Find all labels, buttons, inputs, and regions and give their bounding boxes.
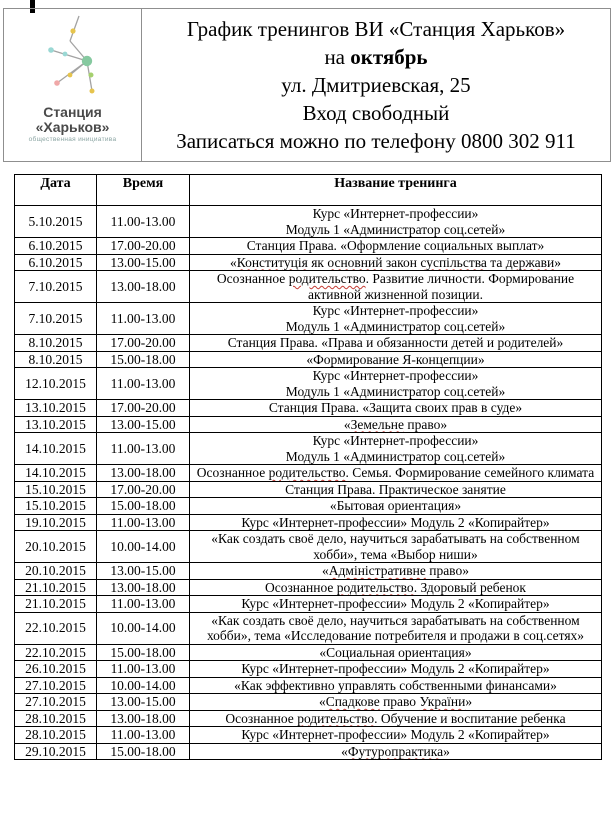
time-cell: 11.00-13.00 <box>97 596 190 613</box>
date-cell: 5.10.2015 <box>15 206 97 238</box>
date-cell: 28.10.2015 <box>15 710 97 727</box>
misspelled-word: родительство <box>268 465 346 480</box>
table-row <box>15 661 602 678</box>
time-cell: 10.00-14.00 <box>97 612 190 644</box>
training-name-cell: Курс «Интернет-профессии» Модуль 1 «Администратор соц.сетей» <box>190 206 602 238</box>
table-row <box>15 710 602 727</box>
table-row <box>15 206 602 238</box>
training-name-cell: Курс «Интернет-профессии» Модуль 2 «Копирайтер» <box>190 514 602 531</box>
logo-name-line1: Станция <box>43 104 102 120</box>
misspelled-word: родительство <box>297 710 375 726</box>
table-row <box>15 351 602 368</box>
date-cell: 22.10.2015 <box>15 644 97 661</box>
time-cell: 13.00-18.00 <box>97 465 190 482</box>
time-cell: 11.00-13.00 <box>97 303 190 335</box>
date-cell: 8.10.2015 <box>15 351 97 368</box>
table-row <box>15 694 602 711</box>
time-cell: 11.00-13.00 <box>97 206 190 238</box>
training-name-cell: «Конституція як основний закон суспільства та держави» <box>190 254 602 271</box>
table-row <box>15 465 602 482</box>
date-cell: 20.10.2015 <box>15 531 97 563</box>
logo-name-line2: «Харьков» <box>35 119 110 135</box>
date-cell: 21.10.2015 <box>15 579 97 596</box>
date-cell: 6.10.2015 <box>15 238 97 255</box>
date-cell: 14.10.2015 <box>15 465 97 482</box>
training-name-cell: «Земельне право» <box>190 416 602 433</box>
entry-line: Вход свободный <box>302 101 450 125</box>
training-name-cell: Осознанное родительство. Развитие личности. Формирование активной жизненной позиции. <box>190 271 602 303</box>
date-cell: 14.10.2015 <box>15 433 97 465</box>
time-cell: 13.00-15.00 <box>97 416 190 433</box>
misspelled-word: суспільства <box>420 254 487 270</box>
training-name-cell: Станция Права. «Оформление социальных выплат» <box>190 238 602 255</box>
time-cell: 17.00-20.00 <box>97 481 190 498</box>
date-cell: 22.10.2015 <box>15 612 97 644</box>
time-cell: 13.00-18.00 <box>97 710 190 727</box>
time-cell: 13.00-18.00 <box>97 579 190 596</box>
misspelled-word: основний <box>327 254 383 270</box>
table-row <box>15 677 602 694</box>
time-cell: 13.00-15.00 <box>97 254 190 271</box>
date-cell: 7.10.2015 <box>15 271 97 303</box>
date-cell: 13.10.2015 <box>15 416 97 433</box>
header-text <box>142 9 610 161</box>
month-prefix: на <box>324 45 345 69</box>
time-cell: 17.00-20.00 <box>97 238 190 255</box>
date-cell: 15.10.2015 <box>15 498 97 515</box>
misspelled-word: України <box>419 694 466 709</box>
time-cell: 11.00-13.00 <box>97 368 190 400</box>
training-name-cell: «Бытовая ориентация» <box>190 498 602 515</box>
column-header-0: Дата <box>15 175 97 206</box>
table-row <box>15 727 602 744</box>
table-row <box>15 644 602 661</box>
month-line <box>142 43 610 71</box>
training-name-cell: «Как создать своё дело, научиться зарабатывать на собственном хобби», тема «Выбор ниши» <box>190 531 602 563</box>
time-cell: 17.00-20.00 <box>97 335 190 352</box>
table-row <box>15 481 602 498</box>
training-name-cell: «Адміністративне право» <box>190 563 602 580</box>
training-name-cell: Курс «Интернет-профессии» Модуль 2 «Копирайтер» <box>190 727 602 744</box>
time-cell: 15.00-18.00 <box>97 351 190 368</box>
table-row <box>15 335 602 352</box>
time-cell: 11.00-13.00 <box>97 433 190 465</box>
date-cell: 20.10.2015 <box>15 563 97 580</box>
training-name-cell: Осознанное родительство. Обучение и воспитание ребенка <box>190 710 602 727</box>
training-name-cell: Станция Права. Практическое занятие <box>190 481 602 498</box>
time-cell: 15.00-18.00 <box>97 743 190 760</box>
misspelled-word: держави <box>505 254 555 270</box>
time-cell: 11.00-13.00 <box>97 514 190 531</box>
table-row <box>15 596 602 613</box>
time-cell: 13.00-15.00 <box>97 694 190 711</box>
training-name-cell: Станция Права. «Права и обязанности детей и родителей» <box>190 335 602 352</box>
date-cell: 27.10.2015 <box>15 694 97 711</box>
document-header-box <box>3 8 611 162</box>
time-cell: 15.00-18.00 <box>97 644 190 661</box>
training-name-cell: Курс «Интернет-профессии» Модуль 1 «Администратор соц.сетей» <box>190 433 602 465</box>
date-cell: 26.10.2015 <box>15 661 97 678</box>
training-name-cell: Осознанное родительство. Семья. Формирование семейного климата <box>190 465 602 482</box>
date-cell: 12.10.2015 <box>15 368 97 400</box>
misspelled-word: родительство <box>288 271 366 286</box>
training-name-cell: «Футуропрактика» <box>190 743 602 760</box>
constellation-logo-icon <box>13 13 133 105</box>
misspelled-word: Конституція <box>236 254 308 270</box>
misspelled-word: Земельне <box>350 416 405 432</box>
time-cell: 15.00-18.00 <box>97 498 190 515</box>
table-row <box>15 531 602 563</box>
date-cell: 27.10.2015 <box>15 677 97 694</box>
phone-line: Записаться можно по телефону 0800 302 911 <box>176 129 576 153</box>
date-cell: 6.10.2015 <box>15 254 97 271</box>
table-row <box>15 271 602 303</box>
training-name-cell: «Как создать своё дело, научиться зарабатывать на собственном хобби», тема «Исследование потребителя и продажи в соц.сетях» <box>190 612 602 644</box>
table-row <box>15 400 602 417</box>
training-name-cell: «Формирование Я-концепции» <box>190 351 602 368</box>
column-header-2: Название тренинга <box>190 175 602 206</box>
training-name-cell: Курс «Интернет-профессии» Модуль 2 «Копирайтер» <box>190 596 602 613</box>
misspelled-word: Футуропрактика <box>347 743 444 759</box>
misspelled-word: Спадкове <box>325 694 380 709</box>
misspelled-word: Адміністративне <box>328 563 426 578</box>
document-title: График тренингов ВИ «Станция Харьков» <box>186 17 566 41</box>
date-cell: 21.10.2015 <box>15 596 97 613</box>
time-cell: 11.00-13.00 <box>97 661 190 678</box>
table-row <box>15 303 602 335</box>
training-name-cell: «Социальная ориентация» <box>190 644 602 661</box>
time-cell: 17.00-20.00 <box>97 400 190 417</box>
misspelled-word: родительство <box>336 579 414 595</box>
date-cell: 15.10.2015 <box>15 481 97 498</box>
table-row <box>15 514 602 531</box>
training-name-cell: Курс «Интернет-профессии» Модуль 2 «Копирайтер» <box>190 661 602 678</box>
date-cell: 13.10.2015 <box>15 400 97 417</box>
training-name-cell: «Как эффективно управлять собственными финансами» <box>190 677 602 694</box>
table-row <box>15 254 602 271</box>
schedule-table-header <box>15 175 602 206</box>
date-cell: 29.10.2015 <box>15 743 97 760</box>
time-cell: 11.00-13.00 <box>97 727 190 744</box>
address-line: ул. Дмитриевская, 25 <box>281 73 471 97</box>
schedule-table <box>14 174 602 760</box>
table-row <box>15 743 602 760</box>
date-cell: 7.10.2015 <box>15 303 97 335</box>
table-row <box>15 416 602 433</box>
table-row <box>15 563 602 580</box>
training-name-cell: «Спадкове право України» <box>190 694 602 711</box>
date-cell: 28.10.2015 <box>15 727 97 744</box>
table-row <box>15 368 602 400</box>
logo-subtitle: общественная инициатива <box>28 136 117 143</box>
table-row <box>15 433 602 465</box>
month-name: октябрь <box>350 45 428 69</box>
table-row <box>15 612 602 644</box>
training-name-cell: Курс «Интернет-профессии» Модуль 1 «Администратор соц.сетей» <box>190 303 602 335</box>
column-header-1: Время <box>97 175 190 206</box>
table-row <box>15 498 602 515</box>
time-cell: 13.00-18.00 <box>97 271 190 303</box>
training-name-cell: Станция Права. «Защита своих прав в суде» <box>190 400 602 417</box>
training-name-cell: Курс «Интернет-профессии» Модуль 1 «Администратор соц.сетей» <box>190 368 602 400</box>
time-cell: 13.00-15.00 <box>97 563 190 580</box>
table-row <box>15 238 602 255</box>
time-cell: 10.00-14.00 <box>97 677 190 694</box>
table-row <box>15 579 602 596</box>
time-cell: 10.00-14.00 <box>97 531 190 563</box>
logo <box>4 9 142 161</box>
date-cell: 8.10.2015 <box>15 335 97 352</box>
date-cell: 19.10.2015 <box>15 514 97 531</box>
training-name-cell: Осознанное родительство. Здоровый ребенок <box>190 579 602 596</box>
